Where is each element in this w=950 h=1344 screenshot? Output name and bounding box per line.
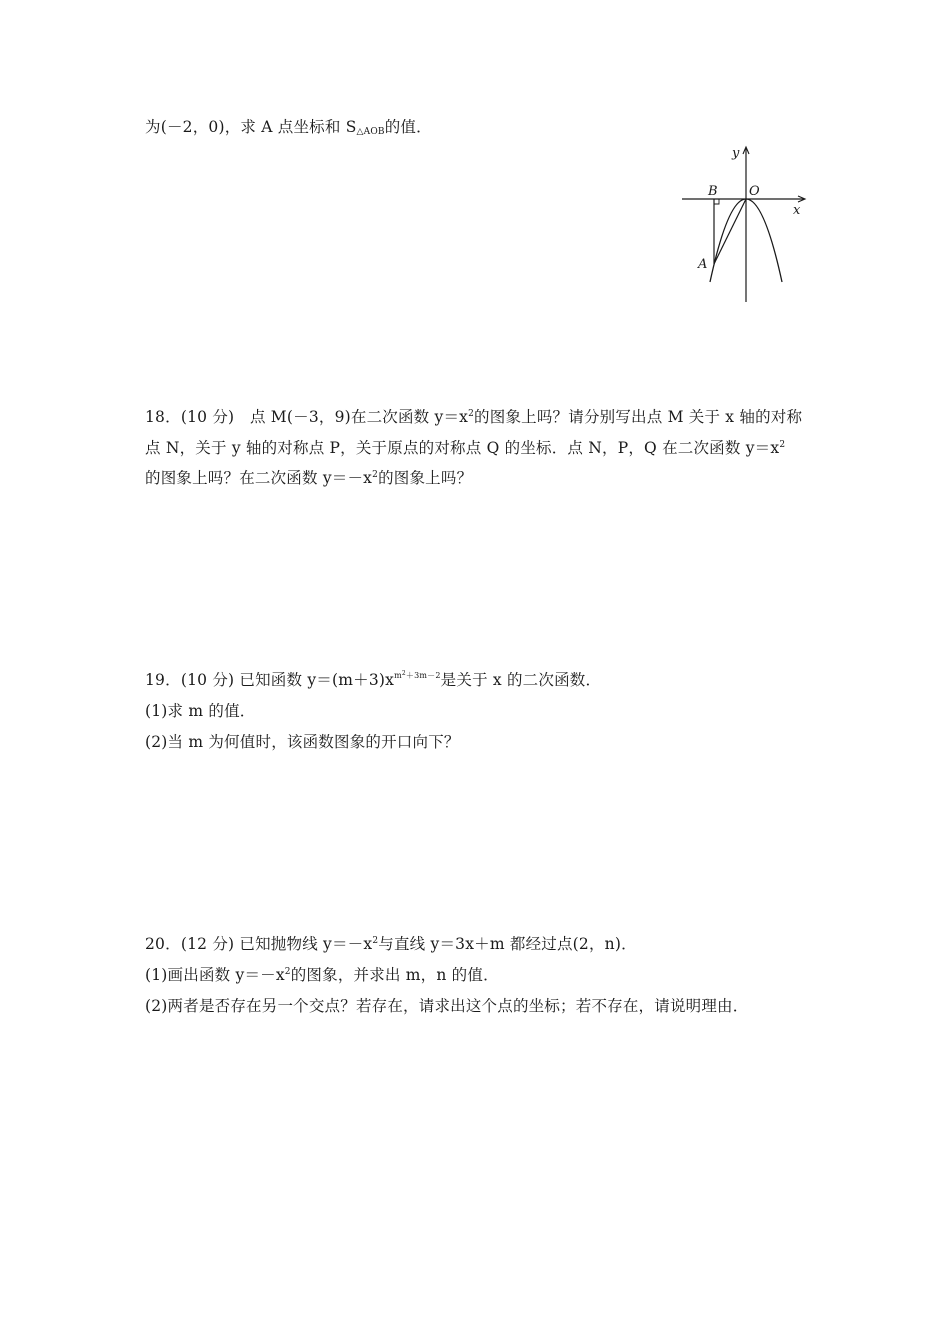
q20-line-2-a: (1)画出函数 y＝－x [145, 966, 285, 984]
q18-line-3-b: 的图象上吗？ [378, 469, 473, 487]
segment-ao [714, 199, 746, 264]
label-a: A [698, 257, 708, 272]
q19-exp-a: m [394, 671, 402, 680]
q20-part-1 [145, 965, 499, 985]
q19-part-2: (2)当 m 为何值时，该函数图象的开口向下？ [145, 733, 460, 751]
label-x: x [793, 203, 801, 218]
q18-sup-3: 2 [372, 470, 379, 480]
q18-line-2-a: 点 N，关于 y 轴的对称点 P，关于原点的对称点 Q 的坐标．点 N，P，Q 在二次函数 y＝x [145, 439, 780, 457]
q19-exponent [394, 671, 441, 680]
q20-line-1-a: 20．(12 分) 已知抛物线 y＝－x [145, 935, 373, 953]
q18-sup-2: 2 [779, 440, 786, 450]
label-y: y [732, 146, 740, 161]
q20-sup-2: 2 [284, 967, 291, 977]
prev-problem-text [145, 117, 432, 137]
q18-line-1 [145, 407, 802, 427]
q20-line-1-b: 与直线 y＝3x＋m 都经过点(2，n)． [378, 935, 637, 953]
q19-part-1: (1)求 m 的值． [145, 702, 256, 720]
parabola-figure [676, 140, 816, 306]
q18-line-3-a: 的图象上吗？在二次函数 y＝－x [145, 469, 373, 487]
q18-line-3 [145, 468, 472, 488]
q19-line-1 [145, 670, 601, 690]
label-b: B [708, 184, 718, 199]
q18-line-1-b: 的图象上吗？请分别写出点 M 关于 x 轴的对称 [474, 408, 803, 426]
q20-sup-1: 2 [372, 936, 379, 946]
prev-problem-text-a: 为(－2，0)，求 A 点坐标和 S [145, 118, 357, 136]
right-angle-mark [714, 199, 719, 204]
q18-line-2 [145, 438, 785, 458]
q19-line-1-b: 是关于 x 的二次函数． [440, 671, 602, 689]
q20-line-2-b: 的图象，并求出 m，n 的值． [290, 966, 499, 984]
q18-sup-1: 2 [468, 409, 475, 419]
q19-exp-sup: 2 [401, 670, 406, 677]
q19-line-1-a: 19．(10 分) 已知函数 y＝(m＋3)x [145, 671, 395, 689]
q18-line-1-a: 18．(10 分) 点 M(－3，9)在二次函数 y＝x [145, 408, 469, 426]
q20-part-2: (2)两者是否存在另一个交点？若存在，请求出这个点的坐标；若不存在，请说明理由． [145, 997, 749, 1015]
q19-exp-b: ＋3m－2 [405, 671, 441, 680]
prev-problem-text-b: 的值． [384, 118, 432, 136]
q20-line-1 [145, 934, 637, 954]
label-origin: O [749, 184, 760, 199]
triangle-subscript: △AOB [356, 127, 385, 137]
